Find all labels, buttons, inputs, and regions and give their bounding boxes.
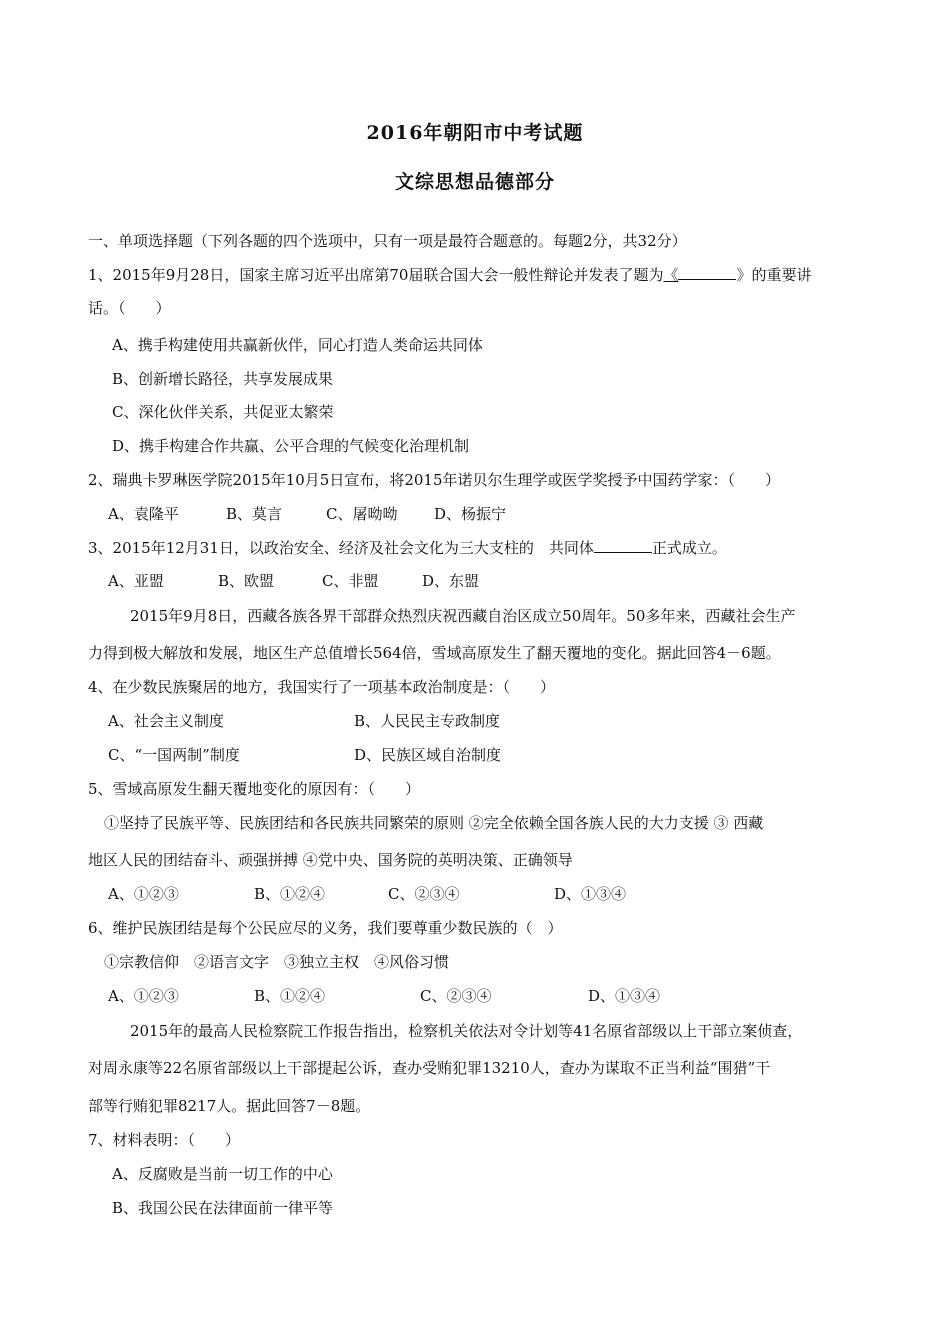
q6-stem: 6、维护民族团结是每个公民应尽的义务，我们要尊重少数民族的（ ） (88, 919, 563, 937)
q6-option-b: B、①②④ (254, 987, 326, 1005)
q5-items-line2: 地区人民的团结奋斗、顽强拼搏 ④党中央、国务院的英明决策、正确领导 (88, 851, 573, 869)
q3-stem-end: 正式成立。 (651, 539, 727, 557)
q5-stem: 5、雪域高原发生翻天覆地变化的原因有：（ ） (88, 780, 421, 798)
q2-option-b: B、莫言 (226, 505, 283, 523)
q3-option-c: C、非盟 (322, 572, 379, 590)
q4-option-d: D、民族区域自治制度 (354, 746, 502, 764)
material1-line2: 力得到极大解放和发展，地区生产总值增长564倍，雪域高原发生了翻天覆地的变化。据此回答4－6题。 (88, 644, 781, 662)
material2-line2: 对周永康等22名原省部级以上干部提起公诉，查办受贿犯罪13210人，查办为谋取不正当利益“围猎”干 (88, 1059, 771, 1077)
q2-options (108, 504, 506, 524)
material2-line1: 2015年的最高人民检察院工作报告指出，检察机关依法对令计划等41名原省部级以上干部立案侦查， (130, 1022, 803, 1040)
q6-items: ①宗教信仰 ②语言文字 ③独立主权 ④风俗习惯 (104, 953, 450, 971)
q1-stem-close: 》的重要讲 (736, 266, 812, 284)
material2-line3: 部等行贿犯罪8217人。据此回答7－8题。 (88, 1097, 371, 1115)
q4-option-c: C、“一国两制”制度 (108, 746, 240, 764)
q4-options-row2 (108, 745, 501, 765)
page-subtitle: 文综思想品德部分 (394, 171, 555, 193)
q5-items-line1: ①坚持了民族平等、民族团结和各民族共同繁荣的原则 ②完全依赖全国各族人民的大力支援 ③ 西藏 (104, 814, 764, 832)
q1-option-b: B、创新增长路径，共享发展成果 (112, 370, 334, 388)
q1-stem-open: 《 (663, 266, 679, 284)
q1-option-a: A、携手构建使用共赢新伙伴，同心打造人类命运共同体 (112, 336, 483, 354)
material1-line1: 2015年9月8日，西藏各族各界干部群众热烈庆祝西藏自治区成立50周年。50多年来，西藏社会生产 (130, 607, 796, 625)
q1-blank (678, 265, 736, 280)
q4-option-b: B、人民民主专政制度 (354, 712, 501, 730)
q4-option-a: A、社会主义制度 (108, 712, 224, 730)
q4-stem: 4、在少数民族聚居的地方，我国实行了一项基本政治制度是：（ ） (88, 678, 556, 696)
q5-option-d: D、①③④ (554, 885, 627, 903)
q7-option-a: A、反腐败是当前一切工作的中心 (112, 1165, 333, 1183)
q6-option-c: C、②③④ (420, 987, 492, 1005)
q5-option-a: A、①②③ (108, 885, 179, 903)
q3-stem (88, 538, 727, 558)
q5-option-c: C、②③④ (388, 885, 460, 903)
q2-option-a: A、袁隆平 (108, 505, 179, 523)
q5-options (108, 884, 626, 904)
q3-options (108, 571, 479, 591)
q1-option-c: C、深化伙伴关系，共促亚太繁荣 (112, 403, 334, 421)
q2-option-d: D、杨振宁 (434, 505, 507, 523)
q2-option-c: C、屠呦呦 (326, 505, 398, 523)
q7-stem: 7、材料表明：（ ） (88, 1131, 241, 1149)
q4-options-row1 (108, 711, 500, 731)
q6-options (108, 986, 660, 1006)
q5-option-b: B、①②④ (254, 885, 326, 903)
q1-stem (88, 265, 811, 285)
page-title: 2016年朝阳市中考试题 (366, 122, 584, 144)
q6-option-a: A、①②③ (108, 987, 179, 1005)
q3-option-b: B、欧盟 (218, 572, 275, 590)
q2-stem: 2、瑞典卡罗琳医学院2015年10月5日宣布，将2015年诺贝尔生理学或医学奖授予中国药学家：（ ） (88, 471, 781, 489)
q1-stem-end: 话。（ ） (88, 299, 171, 317)
q1-option-d: D、携手构建合作共赢、公平合理的气候变化治理机制 (112, 437, 470, 455)
q6-option-d: D、①③④ (588, 987, 661, 1005)
q3-option-a: A、亚盟 (108, 572, 164, 590)
q1-stem-text: 1、2015年9月28日，国家主席习近平出席第70届联合国大会一般性辩论并发表了题为 (88, 266, 664, 284)
section-heading: 一、单项选择题（下列各题的四个选项中，只有一项是最符合题意的。每题2分，共32分） (88, 232, 687, 250)
q3-stem-text: 3、2015年12月31日，以政治安全、经济及社会文化为三大支柱的 共同体 (88, 539, 594, 557)
q3-option-d: D、东盟 (422, 572, 480, 590)
q3-blank (594, 538, 652, 553)
q7-option-b: B、我国公民在法律面前一律平等 (112, 1199, 334, 1217)
